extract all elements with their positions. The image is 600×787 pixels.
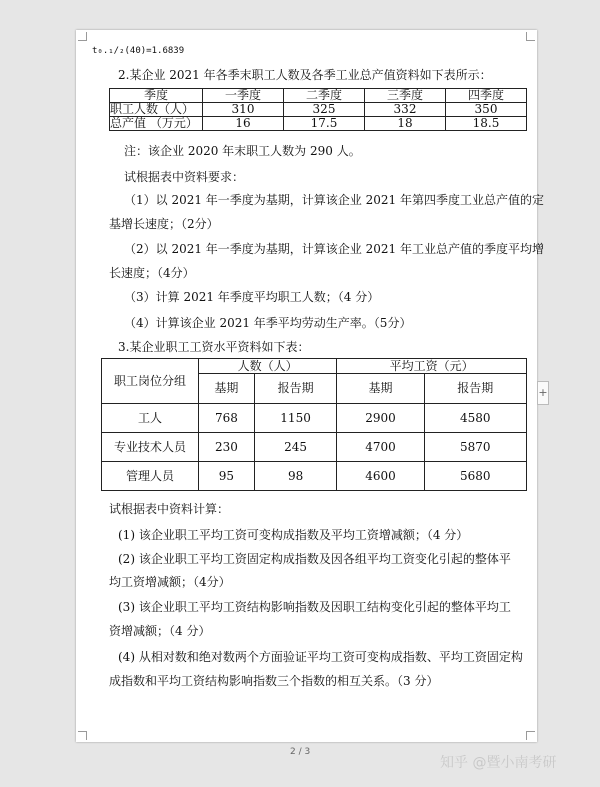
table-cell: 16 (203, 117, 284, 131)
q3-item: 成指数和平均工资结构影响指数三个指数的相互关系。（3 分） (109, 674, 439, 688)
table-cell: 管理人员 (102, 462, 199, 491)
corner-mark (526, 32, 535, 41)
table-cell: 18.5 (446, 117, 527, 131)
table-cell: 17.5 (284, 117, 365, 131)
q3-item: (2) 该企业职工平均工资固定构成指数及因各组平均工资变化引起的整体平 (118, 552, 511, 566)
table-row (110, 103, 527, 117)
q2-item: （3）计算 2021 年季度平均职工人数；（4 分） (124, 290, 380, 304)
q2-item: （4）计算该企业 2021 年季平均劳动生产率。（5分） (124, 316, 412, 330)
table-header-row (110, 89, 527, 103)
table-cell: 工人 (102, 404, 199, 433)
table-cell: 4580 (424, 404, 526, 433)
q3-item: 资增减额；（4 分） (109, 624, 211, 638)
table-cell: 5870 (424, 433, 526, 462)
table-cell: 310 (203, 103, 284, 117)
table-header-cell: 季度 (110, 89, 203, 103)
table-header-cell: 基期 (199, 374, 255, 404)
corner-mark (78, 731, 87, 740)
scroll-plus-button[interactable]: + (537, 381, 549, 405)
q2-note: 注：该企业 2020 年末职工人数为 290 人。 (124, 144, 361, 158)
q2-item: 基增长速度；（2分） (109, 217, 219, 231)
q3-intro: 试根据表中资料计算： (109, 502, 230, 516)
corner-mark (526, 731, 535, 740)
table-cell: 4700 (337, 433, 424, 462)
header-formula: t₀.₁/₂(40)=1.6839 (92, 46, 185, 56)
table-header-cell: 报告期 (254, 374, 337, 404)
document-page (76, 30, 544, 742)
table-cell: 1150 (254, 404, 337, 433)
corner-mark (78, 32, 87, 41)
table-row (110, 117, 527, 131)
table-header-cell: 一季度 (203, 89, 284, 103)
q3-item: (4) 从相对数和绝对数两个方面验证平均工资可变构成指数、平均工资固定构 (118, 650, 523, 664)
watermark: 知乎 @暨小南考研 (440, 755, 557, 771)
q2-item: （2）以 2021 年一季度为基期，计算该企业 2021 年工业总产值的季度平均增 (124, 242, 544, 256)
table-cell: 18 (365, 117, 446, 131)
table-header-cell: 二季度 (284, 89, 365, 103)
table-header-cell: 四季度 (446, 89, 527, 103)
q2-intro: 试根据表中资料要求： (124, 170, 245, 184)
table-header-cell: 三季度 (365, 89, 446, 103)
table-cell: 332 (365, 103, 446, 117)
table-header-row (102, 359, 527, 374)
q2-title: 2.某企业 2021 年各季末职工人数及各季工业总产值资料如下表所示： (118, 68, 492, 82)
table-header-cell: 职工岗位分组 (102, 359, 199, 404)
table-cell: 5680 (424, 462, 526, 491)
table-cell: 2900 (337, 404, 424, 433)
q3-table (101, 358, 527, 491)
q3-item: (3) 该企业职工平均工资结构影响指数及因职工结构变化引起的整体平均工 (118, 600, 511, 614)
table-cell: 专业技术人员 (102, 433, 199, 462)
table-cell: 230 (199, 433, 255, 462)
table-header-cell: 人数（人） (199, 359, 337, 374)
q3-item: 均工资增减额；（4分） (109, 575, 231, 589)
q3-item: (1) 该企业职工平均工资可变构成指数及平均工资增减额；（4 分） (118, 528, 469, 542)
q2-item: 长速度；（4分） (109, 266, 195, 280)
table-cell: 总产值 （万元） (110, 117, 203, 131)
table-cell: 98 (254, 462, 337, 491)
table-cell: 325 (284, 103, 365, 117)
table-header-cell: 报告期 (424, 374, 526, 404)
q2-table (109, 88, 527, 131)
table-cell: 95 (199, 462, 255, 491)
table-row (102, 404, 527, 433)
table-cell: 职工人数（人） (110, 103, 203, 117)
q3-title: 3.某企业职工工资水平资料如下表： (118, 340, 310, 354)
table-row (102, 462, 527, 491)
table-cell: 4600 (337, 462, 424, 491)
table-cell: 768 (199, 404, 255, 433)
table-cell: 245 (254, 433, 337, 462)
table-cell: 350 (446, 103, 527, 117)
page-number: 2 / 3 (290, 747, 311, 757)
table-header-cell: 平均工资（元） (337, 359, 527, 374)
q2-item: （1）以 2021 年一季度为基期，计算该企业 2021 年第四季度工业总产值的定 (124, 193, 544, 207)
table-header-cell: 基期 (337, 374, 424, 404)
table-row (102, 433, 527, 462)
